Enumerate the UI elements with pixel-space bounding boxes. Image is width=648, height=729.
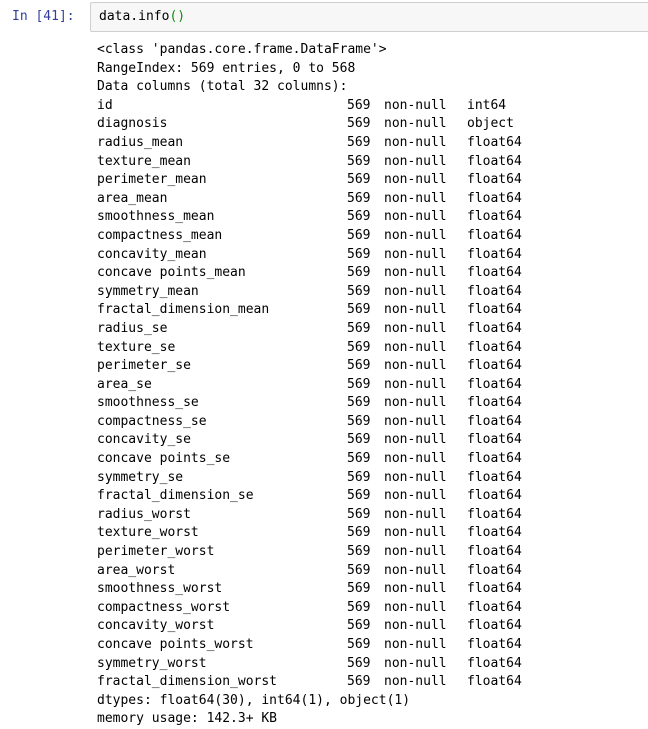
column-row (97, 339, 645, 358)
column-row (97, 524, 645, 543)
column-row (97, 487, 645, 506)
column-dtype: float64 (467, 469, 522, 485)
column-name: concave points_se (97, 451, 231, 467)
column-row (97, 562, 645, 581)
column-dtype: float64 (467, 376, 522, 392)
output-dtypes-line: dtypes: float64(30), int64(1), object(1) (97, 692, 411, 708)
column-count: 569 (347, 246, 371, 262)
column-dtype: float64 (467, 674, 522, 690)
column-name: concave points_worst (97, 637, 254, 652)
column-count: 569 (347, 395, 371, 411)
column-dtype: float64 (467, 618, 522, 634)
column-name: concave points_mean (97, 265, 246, 281)
column-row (97, 171, 645, 190)
column-dtype: float64 (467, 339, 522, 355)
column-dtype: float64 (467, 153, 522, 169)
column-name: radius_worst (97, 506, 191, 522)
column-nonnull: non-null (384, 339, 447, 355)
column-row (97, 115, 645, 134)
column-nonnull: non-null (384, 451, 447, 467)
column-row (97, 246, 645, 265)
column-nonnull: non-null (384, 413, 447, 429)
column-name: texture_worst (97, 525, 199, 541)
column-count: 569 (347, 506, 371, 522)
column-dtype: float64 (467, 413, 522, 429)
column-row (97, 97, 645, 116)
column-dtype: float64 (467, 451, 522, 467)
column-nonnull: non-null (384, 283, 447, 299)
column-dtype: float64 (467, 599, 522, 615)
column-count: 569 (347, 637, 371, 652)
column-nonnull: non-null (384, 581, 447, 597)
column-dtype: float64 (467, 172, 522, 188)
column-nonnull: non-null (384, 320, 447, 336)
column-nonnull: non-null (384, 134, 447, 150)
column-name: compactness_se (97, 413, 207, 429)
column-nonnull: non-null (384, 655, 447, 671)
column-dtype: int64 (467, 97, 507, 113)
column-name: fractal_dimension_worst (97, 674, 278, 690)
column-nonnull: non-null (384, 153, 447, 169)
column-count: 569 (347, 97, 371, 113)
column-name: perimeter_mean (97, 172, 207, 188)
column-row (97, 190, 645, 209)
column-name: diagnosis (97, 116, 168, 132)
column-row (97, 283, 645, 302)
column-name: perimeter_se (97, 358, 191, 374)
column-dtype: float64 (467, 358, 522, 374)
column-name: radius_se (97, 320, 168, 336)
column-nonnull: non-null (384, 674, 447, 690)
column-nonnull: non-null (384, 97, 447, 113)
column-row (97, 134, 645, 153)
column-dtype: float64 (467, 432, 522, 448)
column-name: symmetry_worst (97, 655, 207, 671)
column-row (97, 357, 645, 376)
output-area (97, 41, 645, 729)
output-memory-line: memory usage: 142.3+ KB (97, 711, 278, 727)
column-row (97, 469, 645, 488)
column-name: fractal_dimension_se (97, 488, 254, 504)
column-dtype: float64 (467, 488, 522, 504)
column-nonnull: non-null (384, 432, 447, 448)
column-name: texture_se (97, 339, 176, 355)
column-count: 569 (347, 674, 371, 690)
column-count: 569 (347, 283, 371, 299)
column-dtype: float64 (467, 246, 522, 262)
column-nonnull: non-null (384, 637, 447, 652)
column-dtype: float64 (467, 209, 522, 225)
column-nonnull: non-null (384, 618, 447, 634)
column-name: smoothness_mean (97, 209, 215, 225)
column-dtype: float64 (467, 581, 522, 597)
column-nonnull: non-null (384, 227, 447, 243)
column-row (97, 413, 645, 432)
column-row (97, 320, 645, 339)
column-nonnull: non-null (384, 599, 447, 615)
column-dtype: float64 (467, 544, 522, 560)
column-count: 569 (347, 172, 371, 188)
column-row (97, 227, 645, 246)
column-nonnull: non-null (384, 190, 447, 206)
column-dtype: float64 (467, 525, 522, 541)
column-name: texture_mean (97, 153, 191, 169)
column-dtype: object (467, 116, 514, 132)
column-nonnull: non-null (384, 376, 447, 392)
column-count: 569 (347, 618, 371, 634)
column-count: 569 (347, 581, 371, 597)
column-nonnull: non-null (384, 525, 447, 541)
code-text: data.info (99, 9, 170, 24)
column-row (97, 506, 645, 525)
column-count: 569 (347, 134, 371, 150)
column-count: 569 (347, 432, 371, 448)
column-count: 569 (347, 655, 371, 671)
column-row (97, 543, 645, 562)
column-nonnull: non-null (384, 246, 447, 262)
column-nonnull: non-null (384, 358, 447, 374)
column-name: symmetry_se (97, 469, 184, 485)
column-name: concavity_mean (97, 246, 207, 262)
column-name: concavity_se (97, 432, 191, 448)
column-row (97, 636, 645, 655)
column-count: 569 (347, 413, 371, 429)
column-count: 569 (347, 227, 371, 243)
column-name: area_mean (97, 190, 168, 206)
column-count: 569 (347, 339, 371, 355)
column-dtype: float64 (467, 395, 522, 411)
column-nonnull: non-null (384, 209, 447, 225)
column-dtype: float64 (467, 637, 522, 652)
column-nonnull: non-null (384, 562, 447, 578)
column-nonnull: non-null (384, 469, 447, 485)
column-count: 569 (347, 265, 371, 281)
column-name: smoothness_worst (97, 581, 223, 597)
column-dtype: float64 (467, 190, 522, 206)
column-dtype: float64 (467, 320, 522, 336)
column-row (97, 617, 645, 636)
column-count: 569 (347, 469, 371, 485)
column-name: concavity_worst (97, 618, 215, 634)
column-dtype: float64 (467, 227, 522, 243)
column-dtype: float64 (467, 283, 522, 299)
column-name: id (97, 97, 113, 113)
column-count: 569 (347, 302, 371, 318)
code-line[interactable] (99, 9, 185, 24)
column-dtype: float64 (467, 265, 522, 281)
column-dtype: float64 (467, 134, 522, 150)
column-name: symmetry_mean (97, 283, 199, 299)
column-name: area_worst (97, 562, 176, 578)
column-name: smoothness_se (97, 395, 199, 411)
column-row (97, 431, 645, 450)
column-count: 569 (347, 451, 371, 467)
column-row (97, 655, 645, 674)
column-row (97, 673, 645, 692)
column-name: compactness_mean (97, 227, 223, 243)
column-row (97, 580, 645, 599)
column-nonnull: non-null (384, 544, 447, 560)
column-dtype: float64 (467, 302, 522, 318)
column-nonnull: non-null (384, 302, 447, 318)
column-dtype: float64 (467, 506, 522, 522)
input-prompt: In [41]: (12, 9, 75, 24)
column-row (97, 208, 645, 227)
code-parens: () (169, 9, 186, 24)
column-name: perimeter_worst (97, 544, 215, 560)
column-name: radius_mean (97, 134, 184, 150)
column-row (97, 264, 645, 283)
column-row (97, 394, 645, 413)
column-row (97, 599, 645, 618)
column-count: 569 (347, 599, 371, 615)
column-count: 569 (347, 376, 371, 392)
column-count: 569 (347, 525, 371, 541)
column-count: 569 (347, 153, 371, 169)
column-count: 569 (347, 358, 371, 374)
column-nonnull: non-null (384, 395, 447, 411)
output-range-line: RangeIndex: 569 entries, 0 to 568 (97, 60, 356, 76)
column-row (97, 376, 645, 395)
column-nonnull: non-null (384, 488, 447, 504)
column-count: 569 (347, 320, 371, 336)
column-dtype: float64 (467, 562, 522, 578)
column-count: 569 (347, 562, 371, 578)
column-name: fractal_dimension_mean (97, 302, 270, 318)
column-count: 569 (347, 190, 371, 206)
output-columns-line: Data columns (total 32 columns): (97, 79, 348, 95)
column-row (97, 301, 645, 320)
output-class-line: <class 'pandas.core.frame.DataFrame'> (97, 42, 387, 57)
column-name: compactness_worst (97, 599, 231, 615)
column-count: 569 (347, 544, 371, 560)
column-nonnull: non-null (384, 116, 447, 132)
column-row (97, 153, 645, 172)
column-count: 569 (347, 116, 371, 132)
column-nonnull: non-null (384, 265, 447, 281)
column-nonnull: non-null (384, 506, 447, 522)
column-count: 569 (347, 488, 371, 504)
column-nonnull: non-null (384, 172, 447, 188)
input-cell[interactable] (0, 0, 648, 40)
column-name: area_se (97, 376, 152, 392)
code-editor[interactable] (90, 2, 648, 32)
column-row (97, 450, 645, 469)
column-count: 569 (347, 209, 371, 225)
column-list (97, 97, 645, 692)
column-dtype: float64 (467, 655, 522, 671)
